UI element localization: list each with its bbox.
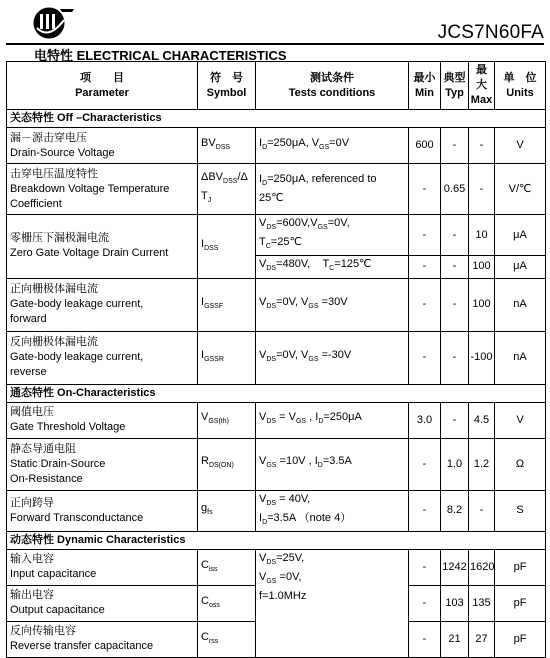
table-row: 零栅压下漏极漏电流 Zero Gate Voltage Drain Current $I_{DSS}$ $V_{DS}=600V,V_{GS}=0V$, $T_C=25℃$ - - 10 μA: [7, 215, 546, 256]
col-units: 单 位 Units: [495, 62, 546, 110]
section-off: 关态特性 Off –Characteristics: [7, 110, 546, 128]
section-on: 通态特性 On-Characteristics: [7, 384, 546, 402]
table-row: 阈值电压 Gate Threshold Voltage $V_{GS(th)}$ $V_{DS} = V_{GS}$ , $I_D=250\mu A$ 3.0 - 4.5 V: [7, 402, 546, 438]
company-logo: [32, 6, 76, 40]
col-conditions: 测试条件 Tests conditions: [256, 62, 409, 110]
col-symbol: 符 号 Symbol: [198, 62, 256, 110]
table-row: 正向跨导 Forward Transconductance $g_{fs}$ $V_{DS} = 40V$, $I_D=3.5A$ （note 4） - 8.2 - S: [7, 490, 546, 531]
part-number: JCS7N60FA: [437, 22, 544, 43]
table-row: 输出电容 Output capacitance $C_{oss}$ - 103 135 pF: [7, 585, 546, 621]
col-max: 最 大 Max: [469, 62, 495, 110]
table-row: 击穿电压温度特性 Breakdown Voltage Temperature Coefficient $\Delta BV_{DSS}/\Delta$ $T_J$ $I_D=250\mu A$, referenced to 25℃ - 0.65 - V/℃: [7, 164, 546, 215]
electrical-characteristics-table: [6, 61, 546, 658]
col-parameter: 项 目 Parameter: [7, 62, 198, 110]
section-title: 电特性 ELECTRICAL CHARACTERISTICS: [34, 48, 287, 63]
capacitance-conditions: $V_{DS}=25V$, $V_{GS} =0V$, f=1.0MHz: [256, 549, 409, 657]
table-row: 静态导通电阻 Static Drain-Source On-Resistance $R_{DS(ON)}$ $V_{GS} =10V$ , $I_D=3.5A$ - 1.0 1.2 Ω: [7, 438, 546, 490]
col-min: 最小 Min: [409, 62, 441, 110]
table-row: 反向传输电容 Reverse transfer capacitance $C_{rss}$ - 21 27 pF: [7, 621, 546, 657]
table-row: $V_{DS}=480V$, $T_C=125℃$ - - 100 μA: [7, 256, 546, 278]
table-row: 输入电容 Input capacitance $C_{iss}$ $V_{DS}=25V$, $V_{GS} =0V$, f=1.0MHz - 1242 1620 pF: [7, 549, 546, 585]
table-row: 漏－源击穿电压 Drain-Source Voltage $BV_{DSS}$ $I_D=250\mu A$, $V_{GS}=0V$ 600 - - V: [7, 128, 546, 164]
col-typ: 典型 Typ: [441, 62, 469, 110]
table-row: 正向栅极体漏电流 Gate-body leakage current, forward $I_{GSSF}$ $V_{DS}=0V$, $V_{GS} =30V$ - - 100 nA: [7, 278, 546, 331]
header-row: [7, 62, 546, 110]
table-row: 反向栅极体漏电流 Gate-body leakage current, reverse $I_{GSSR}$ $V_{DS}=0V$, $V_{GS} =-30V$ - - -100 nA: [7, 331, 546, 384]
section-dynamic: 动态特性 Dynamic Characteristics: [7, 531, 546, 549]
